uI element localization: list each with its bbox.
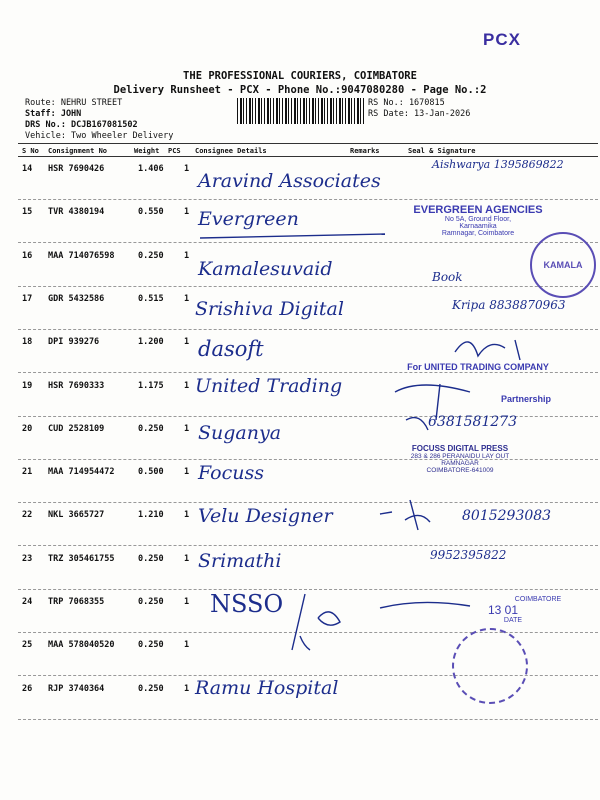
cell-weight: 0.250 [138,423,164,434]
cell-pcs: 1 [184,250,190,261]
col-cn: Consignment No [48,147,108,155]
col-weight: Weight [134,147,160,155]
united-stamp-name: For UNITED TRADING COMPANY [407,362,549,372]
sig-stroke-20 [406,418,428,430]
hand-consignee-21: Focuss [198,462,264,484]
sig-stroke-22 [380,500,430,530]
cell-cn: CUD 2528109 [48,423,105,434]
cell-cn: HSR 7690426 [48,164,105,174]
united-stamp-role: Partnership [500,394,551,404]
hand-consignee-16: Kamalesuvaid [198,258,333,280]
sig-stroke-18 [455,340,520,360]
cell-sno: 25 [22,640,33,651]
strike-line-15 [200,234,385,238]
cell-cn: MAA 714076598 [48,250,115,261]
cell-weight: 0.250 [138,553,164,564]
cell-weight: 0.515 [138,293,164,304]
focuss-stamp-line1: 283 & 286 PERANAIDU LAY OUT [410,453,510,460]
hand-consignee-24: NSSO [210,590,284,618]
vehicle: Vehicle: Two Wheeler Delivery [25,131,174,141]
cell-pcs: 1 [184,423,190,434]
hand-consignee-14: Aravind Associates [198,170,381,192]
pcx-stamp: PCX [483,30,521,49]
cell-weight: 0.250 [138,250,164,261]
cell-weight: 0.250 [138,640,164,651]
drs-no: DRS No.: DCJB167081502 [25,120,138,130]
cell-weight: 1.200 [138,337,164,348]
sig-stroke-24 [292,594,340,650]
cell-pcs: 1 [184,467,190,478]
cell-sno: 24 [22,597,33,607]
route: Route: NEHRU STREET [25,98,123,108]
cell-weight: 0.500 [138,467,164,478]
cell-pcs: 1 [184,337,190,348]
cell-pcs: 1 [184,597,190,607]
col-remarks: Remarks [350,147,380,155]
sig-stroke-24b [380,602,470,608]
hand-consignee-23: Srimathi [198,550,282,572]
focuss-stamp-name: FOCUSS DIGITAL PRESS [411,444,509,453]
cell-pcs: 1 [184,164,190,174]
cell-cn: MAA 714954472 [48,467,115,478]
hand-consignee-17: Srishiva Digital [195,298,344,320]
kamala-round-stamp-text: KAMALA [543,260,583,270]
hand-consignee-18: dasoft [198,337,264,361]
nsso-stamp-line1: COIMBATORE [514,596,562,603]
focuss-stamp-line3: COIMBATORE-641009 [426,467,494,474]
hand-consignee-19: United Trading [195,375,343,397]
sig-14: Aishwarya 1395869822 [432,158,564,171]
cell-cn: GDR 5432586 [48,293,105,304]
evergreen-stamp-line3: Ramnagar, Coimbatore [441,230,515,237]
col-consignee: Consignee Details [195,147,267,155]
cell-sno: 17 [22,293,33,304]
cell-sno: 18 [22,337,33,348]
cell-weight: 0.250 [138,597,164,607]
cell-weight: 1.210 [138,510,164,521]
cell-cn: HSR 7690333 [48,380,105,391]
hand-consignee-15: Evergreen [198,208,299,230]
cell-cn: MAA 578040520 [48,640,115,651]
hand-consignee-20: Suganya [198,422,282,444]
sig-16: Book [432,270,463,284]
company-title: THE PROFESSIONAL COURIERS, COIMBATORE [183,70,417,82]
cell-pcs: 1 [184,380,190,391]
evergreen-stamp-line2: Karnaamika [459,223,497,230]
cell-sno: 22 [22,510,33,521]
cell-pcs: 1 [184,640,190,651]
col-sno: S No [22,147,39,155]
cell-cn: TRZ 305461755 [48,553,115,564]
focuss-stamp-line2: RAMNAGAR [441,460,479,467]
cell-cn: TVR 4380194 [48,207,105,218]
hand-consignee-22: Velu Designer [198,505,333,527]
sig-stroke-25 [300,636,310,650]
hand-consignee-26: Ramu Hospital [195,677,339,699]
cell-sno: 26 [22,683,33,694]
col-seal: Seal & Signature [408,147,476,155]
cell-pcs: 1 [184,293,190,304]
cell-sno: 21 [22,467,33,478]
cell-sno: 15 [22,207,33,218]
cell-pcs: 1 [184,510,190,521]
evergreen-stamp-name: EVERGREEN AGENCIES [413,204,543,216]
cell-cn: TRP 7068355 [48,597,105,607]
sig-22: 8015293083 [462,508,552,524]
sig-23: 9952395822 [430,548,507,562]
sig-stroke-19 [395,384,470,420]
cell-pcs: 1 [184,207,190,218]
cell-cn: NKL 3665727 [48,510,105,521]
cell-weight: 1.175 [138,380,164,391]
col-pcs: PCS [168,147,181,155]
runsheet-title: Delivery Runsheet - PCX - Phone No.:9047080280 - Page No.:2 [113,84,487,96]
nsso-stamp-line3: DATE [503,617,523,624]
cell-sno: 16 [22,250,33,261]
cell-sno: 19 [22,380,33,391]
cell-cn: DPI 939276 [48,337,100,348]
nsso-stamp-line2: 13 01 [487,603,519,617]
cell-sno: 23 [22,553,33,564]
rs-no: RS No.: 1670815 [368,98,445,108]
cell-sno: 20 [22,423,33,434]
rs-date: RS Date: 13-Jan-2026 [368,109,471,119]
cell-pcs: 1 [184,683,190,694]
evergreen-stamp-line1: No 5A, Ground Floor, [444,216,512,223]
cell-weight: 1.406 [138,164,164,174]
sig-20: 6381581273 [428,414,518,430]
cell-cn: RJP 3740364 [48,683,105,694]
cell-pcs: 1 [184,553,190,564]
cell-weight: 0.250 [138,683,164,694]
sig-17: Kripa 8838870963 [452,298,566,312]
cell-weight: 0.550 [138,207,164,218]
cell-sno: 14 [22,164,33,174]
staff: Staff: JOHN [25,109,82,119]
